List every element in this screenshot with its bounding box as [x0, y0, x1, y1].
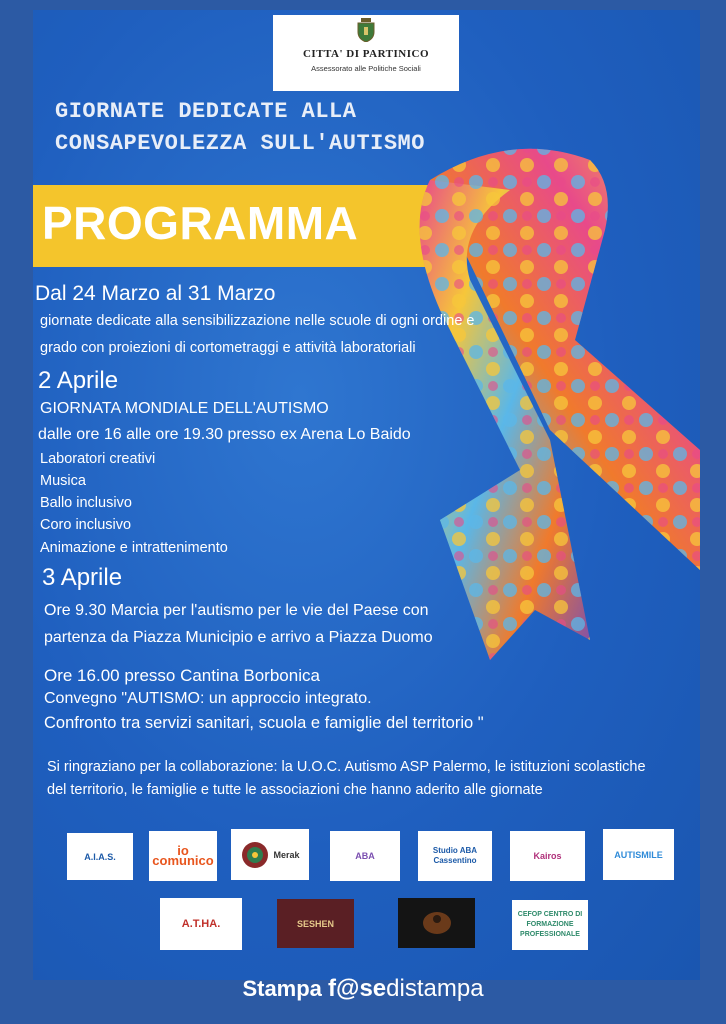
- sponsor-logo-autismile: AUTISMILE: [603, 829, 674, 880]
- thanks-line-2: del territorio, le famiglie e tutte le associazioni che hanno aderito alle giornate: [47, 782, 543, 798]
- printer-brand: f@sedistampa: [328, 975, 484, 1002]
- date-2-aprile: 2 Aprile: [38, 367, 119, 394]
- title-line-1: GIORNATE DEDICATE ALLA: [55, 99, 357, 124]
- city-crest-icon: [357, 18, 375, 42]
- conference-line-2: Convegno "AUTISMO: un approccio integrato.: [44, 690, 372, 707]
- sponsor-logo-atha: A.T.HA.: [160, 898, 242, 950]
- stampa-label: Stampa: [242, 976, 322, 1001]
- department-name: Assessorato alle Politiche Sociali: [311, 64, 421, 73]
- date-range-1: Dal 24 Marzo al 31 Marzo: [35, 282, 276, 305]
- title-line-2: CONSAPEVOLEZZA SULL'AUTISMO: [55, 131, 425, 156]
- sponsor-logo-kairos: Kairos: [510, 831, 585, 881]
- sponsor-logo-io-comunico: io comunico: [149, 831, 217, 881]
- march-line-1: Ore 9.30 Marcia per l'autismo per le vie del Paese con: [44, 602, 429, 619]
- mandala-icon: [240, 840, 270, 870]
- activity-item: Ballo inclusivo: [40, 495, 132, 511]
- autism-puzzle-ribbon-icon: [400, 140, 700, 670]
- activity-item: Coro inclusivo: [40, 517, 132, 533]
- thanks-line-1: Si ringraziano per la collaborazione: la U.O.C. Autismo ASP Palermo, le istituzioni scolastiche: [47, 759, 646, 775]
- activity-item: Musica: [40, 473, 86, 489]
- sponsor-logo-aias: A.I.A.S.: [67, 833, 133, 880]
- city-name: CITTA' DI PARTINICO: [302, 48, 430, 60]
- sponsor-logo-dark: [398, 898, 475, 948]
- section1-line2: grado con proiezioni di cortometraggi e attività laboratoriali: [40, 340, 416, 356]
- activity-item: Animazione e intrattenimento: [40, 540, 228, 556]
- conference-line-3: Confronto tra servizi sanitari, scuola e famiglie del territorio ": [44, 714, 484, 732]
- world-day-subtitle: GIORNATA MONDIALE DELL'AUTISMO: [40, 400, 329, 417]
- programma-title: PROGRAMMA: [42, 197, 359, 249]
- sponsor-logo-merak: Merak: [231, 829, 309, 880]
- activity-item: Laboratori creativi: [40, 451, 156, 467]
- dancer-silhouette-icon: [417, 908, 457, 938]
- sponsor-logo-aba: ABA: [330, 831, 400, 881]
- sponsor-logo-seshen: SESHEN: [277, 899, 354, 948]
- printer-credit: [0, 975, 726, 1003]
- main-title: [55, 96, 425, 160]
- sponsor-logo-cefop: CEFOP CENTRO DI FORMAZIONE PROFESSIONALE: [512, 900, 588, 950]
- date-3-aprile: 3 Aprile: [42, 564, 123, 591]
- municipality-header: [273, 15, 459, 91]
- section2-time: dalle ore 16 alle ore 19.30 presso ex Arena Lo Baido: [38, 426, 411, 443]
- sponsor-logo-studio-aba: Studio ABA Cassentino: [418, 831, 492, 881]
- march-line-2: partenza da Piazza Municipio e arrivo a Piazza Duomo: [44, 629, 433, 646]
- conference-line-1: Ore 16.00 presso Cantina Borbonica: [44, 666, 320, 685]
- section1-line1: giornate dedicate alla sensibilizzazione nelle scuole di ogni ordine e: [40, 313, 475, 329]
